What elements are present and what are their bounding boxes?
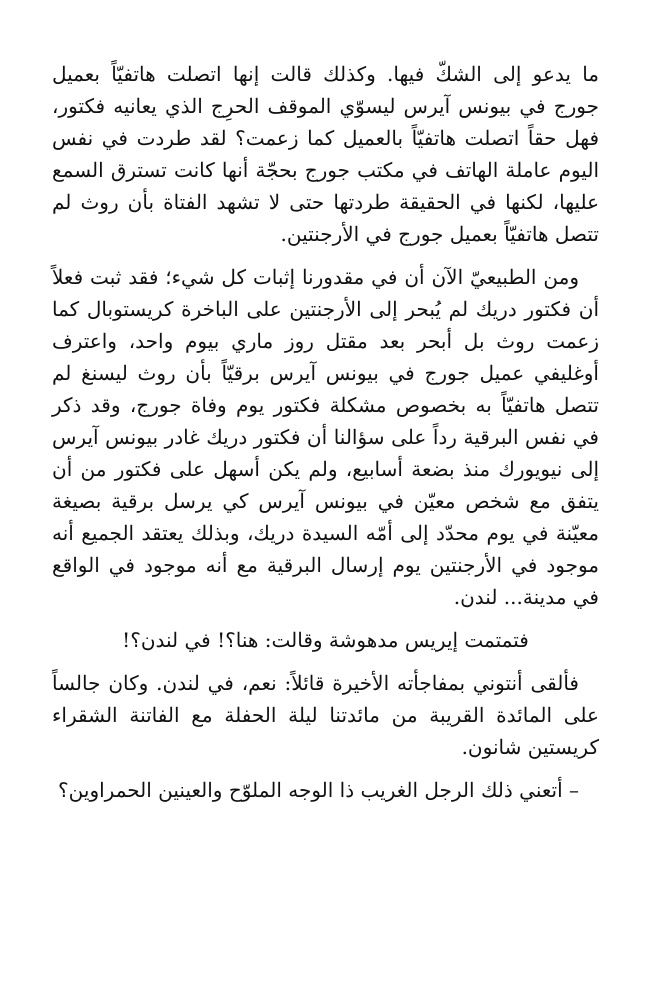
- paragraph-5: – أتعني ذلك الرجل الغريب ذا الوجه الملوّح والعينين الحمراوين؟: [58, 778, 579, 802]
- paragraph-3: فتمتمت إيريس مدهوشة وقالت: هنا؟! في لندن؟!: [122, 628, 529, 652]
- paragraph-4: فألقى أنتوني بمفاجأته الأخيرة قائلاً: نعم، في لندن. وكان جالساً على المائدة القريبة من مائدتنا ليلة الحفلة مع الفاتنة الشقراء كريستين شانون.: [52, 671, 599, 759]
- paragraph-2: ومن الطبيعيّ الآن أن في مقدورنا إثبات كل شيء؛ فقد ثبت فعلاً أن فكتور دريك لم يُبحر إلى الأرجنتين على الباخرة كريستوبال كما زعمت روث بل أبحر بعد مقتل روز ماري بيوم واحد، واعترف أوغليفي عميل جورج في بيونس آيرس برقيّاً بأن روث ليسنغ لم تتصل هاتفيّاً به بخصوص مشكلة فكتور يوم وفاة جورج، وقد ذكر في نفس البرقية رداً على سؤالنا أن فكتور دريك غادر بيونس آيرس إلى نيويورك منذ بضعة أسابيع، ولم يكن أسهل على فكتور من أن يتفق مع شخص معيّن في بيونس آيرس كي يرسل برقية بصيغة معيّنة في يوم محدّد إلى أمّه السيدة دريك، وبذلك يعتقد الجميع أنه موجود في الأرجنتين يوم إرسال البرقية مع أنه موجود في الواقع في مدينة... لندن.: [52, 265, 599, 609]
- paragraph-1: ما يدعو إلى الشكّ فيها. وكذلك قالت إنها اتصلت هاتفيّاً بعميل جورج في بيونس آيرس ليسوّي الموقف الحرِج الذي يعانيه فكتور، فهل حقاً اتصلت هاتفيّاً بالعميل كما زعمت؟ لقد طردت في نفس اليوم عاملة الهاتف في مكتب جورج بحجّة أنها كانت تسترق السمع عليها، لكنها في الحقيقة طردتها حتى لا تشهد الفتاة بأن روث لم تتصل هاتفيّاً بعميل جورج في الأرجنتين.: [52, 62, 599, 246]
